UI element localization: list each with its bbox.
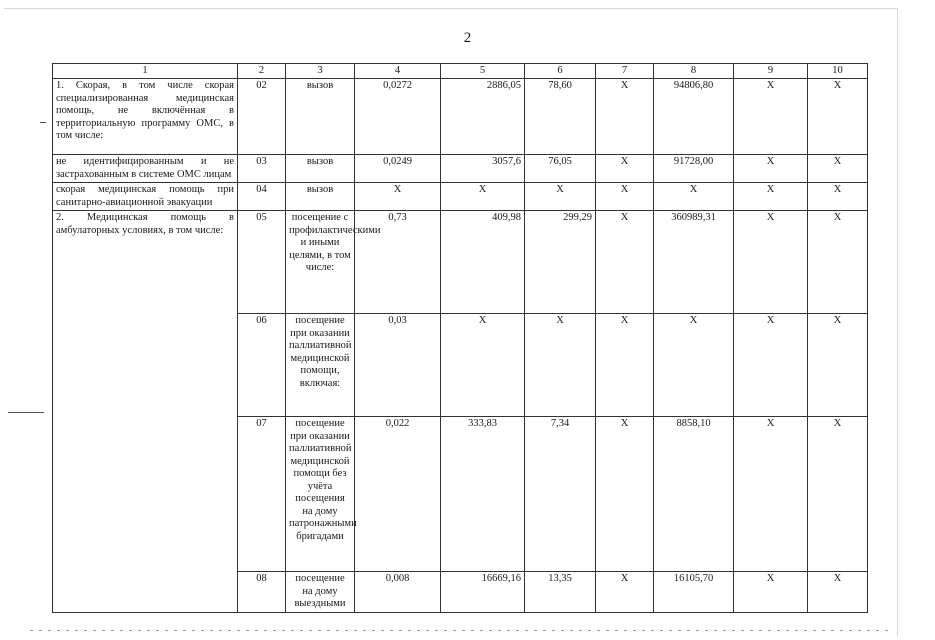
header-cell: 4	[355, 64, 441, 79]
header-cell: 6	[525, 64, 596, 79]
page-top-edge	[4, 8, 898, 9]
cell-col4: 0,022	[355, 417, 441, 572]
cell-col8: 94806,80	[654, 79, 734, 155]
row-code: 03	[238, 155, 286, 183]
cell-col9: Х	[734, 572, 808, 613]
cell-col10: Х	[808, 79, 868, 155]
table-row	[53, 155, 868, 183]
row-name: скорая медицинская помощь при санитарно-авиационной эвакуации	[53, 183, 238, 211]
cell-col4: 0,03	[355, 314, 441, 417]
cell-col8: Х	[654, 183, 734, 211]
cell-col8: 16105,70	[654, 572, 734, 613]
cell-col4: 0,008	[355, 572, 441, 613]
cell-col6: Х	[525, 314, 596, 417]
cell-col7: Х	[596, 211, 654, 314]
table-row	[53, 79, 868, 155]
row-name: 2. Медицинская помощь в амбулаторных условиях, в том числе:	[53, 211, 238, 613]
cell-col6: 76,05	[525, 155, 596, 183]
cell-col8: 91728,00	[654, 155, 734, 183]
cell-col9: Х	[734, 155, 808, 183]
row-unit: вызов	[286, 155, 355, 183]
cell-col9: Х	[734, 183, 808, 211]
row-unit: вызов	[286, 79, 355, 155]
cell-col4: 0,0249	[355, 155, 441, 183]
cell-col10: Х	[808, 572, 868, 613]
row-unit: посещение с профилактическими и иными целями, в том числе:	[286, 211, 355, 314]
row-code: 04	[238, 183, 286, 211]
margin-mark	[8, 412, 44, 413]
cell-col8: Х	[654, 314, 734, 417]
cell-col7: Х	[596, 79, 654, 155]
table-row	[53, 211, 868, 314]
row-unit: посещение при оказании паллиативной медицинской помощи без учёта посещения на дому патронажными бригадами	[286, 417, 355, 572]
cell-col10: Х	[808, 314, 868, 417]
cell-col9: Х	[734, 417, 808, 572]
cell-col6: 78,60	[525, 79, 596, 155]
row-code: 08	[238, 572, 286, 613]
cell-col4: Х	[355, 183, 441, 211]
row-code: 05	[238, 211, 286, 314]
cell-col7: Х	[596, 183, 654, 211]
cell-col4: 0,0272	[355, 79, 441, 155]
cell-col6: 13,35	[525, 572, 596, 613]
cell-col5: Х	[441, 183, 525, 211]
row-unit: вызов	[286, 183, 355, 211]
cell-col5: 333,83	[441, 417, 525, 572]
row-code: 06	[238, 314, 286, 417]
cell-col6: 7,34	[525, 417, 596, 572]
cell-col5: 3057,6	[441, 155, 525, 183]
cell-col9: Х	[734, 79, 808, 155]
row-name: 1. Скорая, в том числе скорая специализированная медицинская помощь, не включённая в территориальную программу ОМС, в том числе:	[53, 79, 238, 155]
row-name: не идентифицированным и не застрахованным в системе ОМС лицам	[53, 155, 238, 183]
header-cell: 1	[53, 64, 238, 79]
cell-col8: 8858,10	[654, 417, 734, 572]
cell-col10: Х	[808, 211, 868, 314]
header-cell: 8	[654, 64, 734, 79]
cell-col9: Х	[734, 314, 808, 417]
header-cell: 7	[596, 64, 654, 79]
cell-col5: 2886,05	[441, 79, 525, 155]
page-right-edge	[897, 8, 898, 636]
row-code: 02	[238, 79, 286, 155]
cell-col7: Х	[596, 417, 654, 572]
cell-col10: Х	[808, 155, 868, 183]
header-cell: 2	[238, 64, 286, 79]
cell-col9: Х	[734, 211, 808, 314]
scan-noise-line	[30, 630, 890, 631]
cell-col5: 16669,16	[441, 572, 525, 613]
cell-col7: Х	[596, 314, 654, 417]
page-number: 2	[463, 30, 472, 46]
cell-col5: Х	[441, 314, 525, 417]
cell-col7: Х	[596, 572, 654, 613]
header-cell: 10	[808, 64, 868, 79]
row-unit: посещение на дому выездными	[286, 572, 355, 613]
header-cell: 5	[441, 64, 525, 79]
cell-col7: Х	[596, 155, 654, 183]
cell-col10: Х	[808, 183, 868, 211]
header-row	[53, 64, 868, 79]
margin-mark	[40, 122, 46, 123]
row-code: 07	[238, 417, 286, 572]
cell-col10: Х	[808, 417, 868, 572]
cell-col6: 299,29	[525, 211, 596, 314]
table-row	[53, 183, 868, 211]
data-table	[52, 63, 868, 613]
cell-col8: 360989,31	[654, 211, 734, 314]
row-unit: посещение при оказании паллиативной медицинской помощи, включая:	[286, 314, 355, 417]
cell-col4: 0,73	[355, 211, 441, 314]
cell-col6: Х	[525, 183, 596, 211]
header-cell: 9	[734, 64, 808, 79]
header-cell: 3	[286, 64, 355, 79]
cell-col5: 409,98	[441, 211, 525, 314]
